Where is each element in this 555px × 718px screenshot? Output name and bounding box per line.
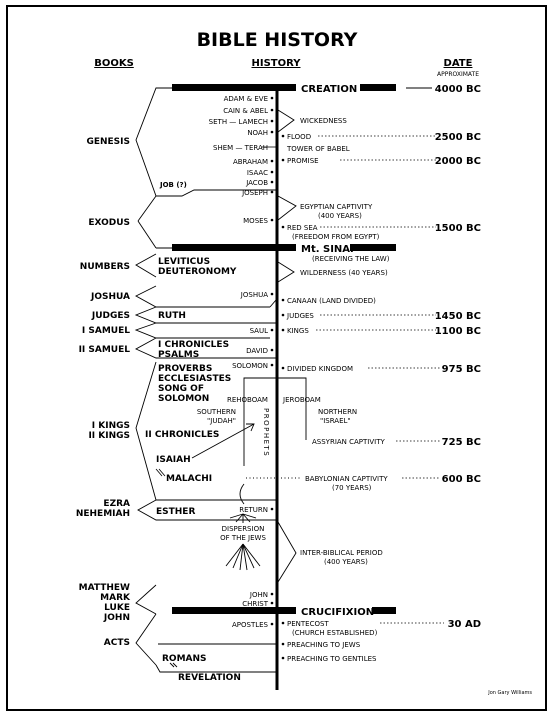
event-egyptian-captivity: EGYPTIAN CAPTIVITY	[300, 203, 373, 211]
book-joshua: JOSHUA	[90, 292, 130, 302]
milestone-sinai: Mt. SINAI	[301, 244, 354, 255]
book-proverbs: PROVERBS	[158, 364, 213, 374]
creation-bar	[172, 84, 296, 91]
crucifixion-bar-right	[372, 607, 396, 614]
book-romans: ROMANS	[162, 654, 207, 664]
event-canaan: CANAAN (LAND DIVIDED)	[287, 297, 376, 305]
event-wickedness: WICKEDNESS	[300, 117, 347, 125]
event-inter-biblical-years: (400 YEARS)	[324, 558, 368, 566]
dispersion-rays	[226, 514, 260, 570]
person-abraham: ABRAHAM	[232, 158, 268, 166]
event-pentecost: PENTECOST	[287, 620, 329, 628]
book-esther: ESTHER	[156, 507, 196, 517]
book-song-of: SONG OF	[158, 384, 204, 394]
book-job: JOB (?)	[160, 181, 187, 189]
book-1-kings: I KINGS	[91, 421, 130, 431]
date-2500bc: 2500 BC	[434, 132, 481, 143]
date-header: DATE	[443, 58, 473, 69]
person-adam-eve: ADAM & EVE	[223, 95, 268, 103]
book-leviticus: LEVITICUS	[158, 257, 211, 267]
event-preaching-to-jews: PREACHING TO JEWS	[287, 641, 361, 649]
book-psalms: PSALMS	[158, 350, 200, 360]
crucifixion-bar	[172, 607, 296, 614]
book-matthew: MATTHEW	[78, 583, 130, 593]
event-flood: FLOOD	[287, 133, 312, 141]
person-rehoboam: REHOBOAM	[227, 396, 268, 404]
person-moses: MOSES	[243, 217, 268, 225]
book-2-kings: II KINGS	[88, 431, 130, 441]
book-2-samuel: II SAMUEL	[78, 345, 130, 355]
event-inter-biblical-period: INTER-BIBLICAL PERIOD	[300, 549, 383, 557]
person-saul: SAUL	[249, 327, 268, 335]
person-apostles: APOSTLES	[231, 621, 268, 629]
label-prophets: PROPHETS	[262, 408, 270, 458]
return-curve	[240, 484, 244, 504]
label-northern: NORTHERN	[318, 408, 358, 416]
event-church-established: (CHURCH ESTABLISHED)	[292, 629, 378, 637]
book-genesis: GENESIS	[86, 137, 130, 147]
creation-bar-right	[360, 84, 396, 91]
book-numbers: NUMBERS	[79, 262, 130, 272]
book-deuteronomy: DEUTERONOMY	[158, 267, 237, 277]
label-judah: "JUDAH"	[207, 417, 236, 425]
event-freedom-from-egypt: (FREEDOM FROM EGYPT)	[292, 233, 380, 241]
book-revelation: REVELATION	[178, 673, 241, 683]
milestone-crucifixion: CRUCIFIXION	[301, 607, 375, 618]
event-babylonian-years: (70 YEARS)	[332, 484, 372, 492]
book-malachi: MALACHI	[166, 474, 213, 484]
sinai-bar	[172, 244, 296, 251]
book-acts: ACTS	[103, 638, 130, 648]
books-header: BOOKS	[94, 58, 134, 69]
person-jacob: JACOB	[246, 179, 268, 187]
event-tower-of-babel: TOWER OF BABEL	[287, 145, 350, 153]
person-solomon: SOLOMON	[232, 362, 268, 370]
event-red-sea: RED SEA	[287, 224, 318, 232]
book-ezra: EZRA	[103, 499, 130, 509]
author-credit: Jon Gary Williams	[488, 690, 532, 696]
history-header: HISTORY	[251, 58, 301, 69]
event-kings: KINGS	[287, 327, 309, 335]
page-title: BIBLE HISTORY	[196, 29, 358, 51]
book-1-samuel: I SAMUEL	[81, 326, 130, 336]
event-judges: JUDGES	[287, 312, 314, 320]
person-david: DAVID	[246, 347, 268, 355]
event-egyptian-captivity-years: (400 YEARS)	[318, 212, 362, 220]
person-joshua: JOSHUA	[240, 291, 268, 299]
date-975bc: 975 BC	[441, 364, 481, 375]
book-exodus: EXODUS	[88, 218, 130, 228]
date-30ad: 30 AD	[447, 619, 481, 630]
event-preaching-to-gentiles: PREACHING TO GENTILES	[287, 655, 377, 663]
book-nehemiah: NEHEMIAH	[75, 509, 130, 519]
books-column	[76, 137, 131, 648]
label-israel: "ISRAEL"	[320, 417, 351, 425]
milestone-creation: CREATION	[301, 84, 358, 95]
date-1450bc: 1450 BC	[434, 311, 481, 322]
book-2-chronicles: II CHRONICLES	[145, 430, 220, 440]
book-judges: JUDGES	[91, 311, 130, 321]
person-joseph: JOSEPH	[242, 189, 268, 197]
label-southern: SOUTHERN	[196, 408, 236, 416]
book-isaiah: ISAIAH	[156, 455, 191, 465]
person-cain-abel: CAIN & ABEL	[223, 107, 268, 115]
person-jeroboam: JEROBOAM	[283, 396, 321, 404]
person-john: JOHN	[249, 591, 268, 599]
person-noah: NOAH	[247, 129, 268, 137]
book-mark: MARK	[100, 593, 130, 603]
date-600bc: 600 BC	[441, 474, 481, 485]
date-1100bc: 1100 BC	[434, 326, 481, 337]
event-babylonian-captivity: BABYLONIAN CAPTIVITY	[305, 475, 388, 483]
events-column	[286, 117, 390, 663]
person-shem-terah: SHEM — TERAH	[213, 144, 268, 152]
event-receiving-the-law: (RECEIVING THE LAW)	[312, 255, 390, 263]
person-return: RETURN	[239, 506, 268, 514]
date-subheader: APPROXIMATE	[437, 71, 479, 78]
label-of-the-jews: OF THE JEWS	[220, 534, 266, 542]
isaiah-malachi-marks	[156, 469, 165, 476]
event-promise: PROMISE	[287, 157, 319, 165]
book-john: JOHN	[103, 613, 130, 623]
event-wilderness: WILDERNESS (40 YEARS)	[300, 269, 388, 277]
date-4000bc: 4000 BC	[434, 84, 481, 95]
book-ecclesiastes: ECCLESIASTES	[158, 374, 232, 384]
book-ruth: RUTH	[158, 311, 186, 321]
person-christ: CHRIST	[242, 600, 268, 608]
person-isaac: ISAAC	[246, 169, 268, 177]
date-1500bc: 1500 BC	[434, 223, 481, 234]
date-2000bc: 2000 BC	[434, 156, 481, 167]
date-725bc: 725 BC	[441, 437, 481, 448]
person-seth-lamech: SETH — LAMECH	[208, 118, 268, 126]
label-dispersion: DISPERSION	[221, 525, 265, 533]
book-luke: LUKE	[104, 603, 130, 613]
sinai-bar-right	[350, 244, 396, 251]
book-1-chronicles: I CHRONICLES	[158, 340, 230, 350]
book-solomon: SOLOMON	[158, 394, 210, 404]
event-assyrian-captivity: ASSYRIAN CAPTIVITY	[312, 438, 385, 446]
event-divided-kingdom: DIVIDED KINGDOM	[287, 365, 353, 373]
